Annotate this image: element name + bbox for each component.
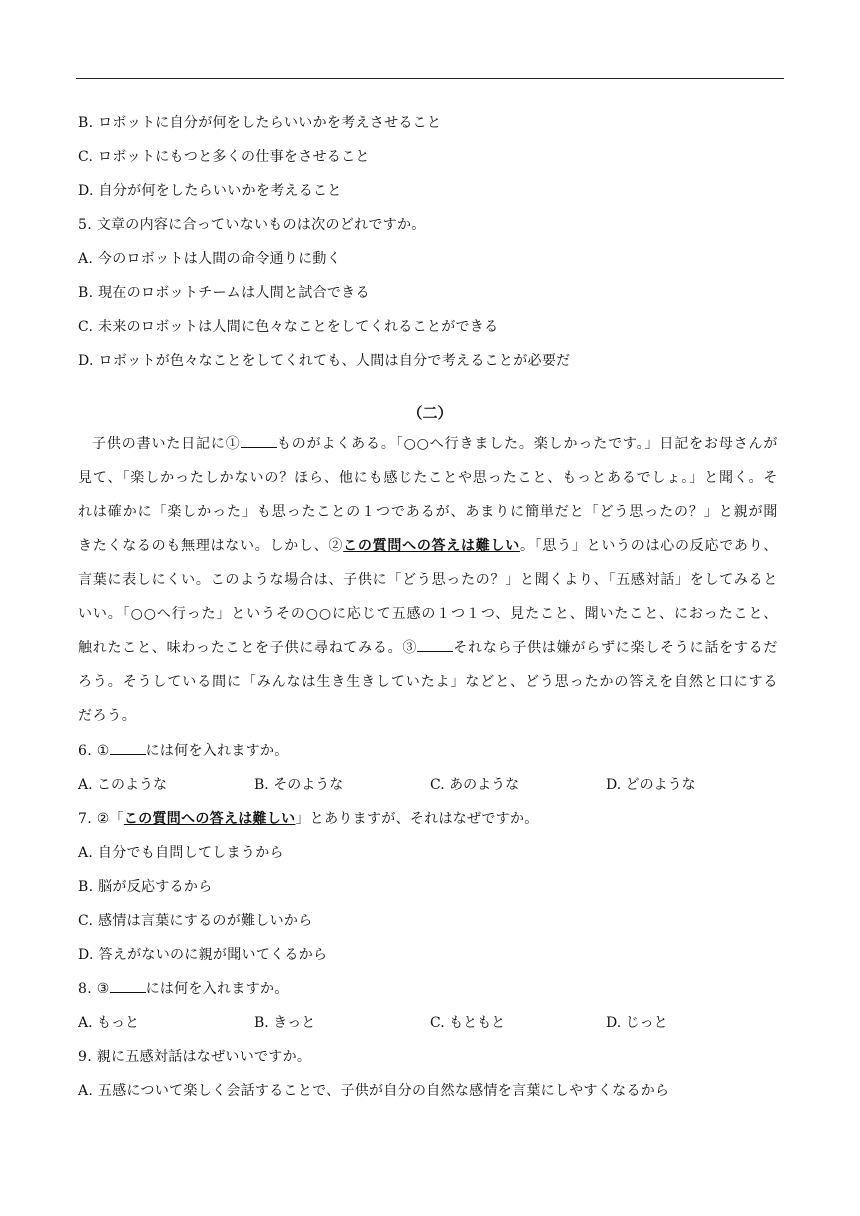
section-title: （二）: [407, 404, 453, 422]
blank-3: [417, 639, 453, 652]
q5-option-a: A. 今のロボットは人間の命令通りに動く: [78, 251, 342, 267]
q6-option-c: C. あのような: [430, 777, 520, 793]
q9-option-a: A. 五感について楽しく会話することで、子供が自分の自然な感情を言葉にしやすくなるから: [78, 1083, 670, 1099]
passage-part-4: それなら子供は嫌がらずに楽しそうに話をするだろう。そうしている間に「みんなは生き生きしていたよ」などと、どう思ったかの答えを自然と口にするだろう。: [78, 640, 778, 724]
q6-question: [78, 740, 289, 760]
q5-option-b: B. 現在のロボットチームは人間と試合できる: [78, 285, 370, 301]
q6-suffix: には何を入れますか。: [145, 743, 289, 759]
q7-question: [78, 808, 539, 828]
q7-option-b: B. 脳が反応するから: [78, 879, 213, 895]
q6-option-b: B. そのような: [254, 777, 344, 793]
q6-option-a: A. このような: [78, 777, 168, 793]
underlined-phrase: この質問への答えは難しい: [343, 538, 520, 554]
q5-option-c: C. 未来のロボットは人間に色々なことをしてくれることができる: [78, 319, 499, 335]
q8-suffix: には何を入れますか。: [145, 981, 289, 997]
q5-question: 5. 文章の内容に合っていないものは次のどれですか。: [78, 217, 426, 233]
q8-option-a: A. もっと: [78, 1015, 140, 1031]
q6-option-d: D. どのような: [606, 777, 696, 793]
passage-part-3: 。「思う」というのは心の反応であり、言葉に表しにくい。このような場合は、子供に「どう思ったの？」と聞くより、「五感対話」をしてみるといい。「○○へ行った」というその○○に応じて五感の１つ１つ、見たこと、聞いたこと、におったこと、触れたこと、味わったことを子供に尋ねてみる。③: [78, 538, 778, 656]
q8-option-c: C. もともと: [430, 1015, 506, 1031]
q7-option-c: C. 感情は言葉にするのが難しいから: [78, 913, 313, 929]
blank-1: [241, 435, 277, 448]
q7-option-a: A. 自分でも自問してしまうから: [78, 845, 284, 861]
q8-prefix: 8. ③: [78, 981, 110, 997]
q8-question: [78, 978, 289, 998]
q8-blank: [110, 980, 146, 993]
q5-option-d: D. ロボットが色々なことをしてくれても、人間は自分で考えることが必要だ: [78, 353, 571, 369]
q8-option-d: D. じっと: [606, 1015, 668, 1031]
q8-option-b: B. きっと: [254, 1015, 316, 1031]
q6-blank: [110, 742, 146, 755]
header-rule: [76, 78, 784, 79]
q9-question: 9. 親に五感対話はなぜいいですか。: [78, 1049, 312, 1065]
q6-prefix: 6. ①: [78, 743, 110, 759]
q4-option-c: C. ロボットにもつと多くの仕事をさせること: [78, 149, 370, 165]
q4-option-d: D. 自分が何をしたらいいかを考えること: [78, 183, 342, 199]
q7-option-d: D. 答えがないのに親が聞いてくるから: [78, 947, 328, 963]
q7-prefix: 7. ②「: [78, 811, 124, 827]
passage-part-1: 子供の書いた日記に①: [92, 436, 241, 452]
q7-suffix: 」とありますが、それはなぜですか。: [295, 811, 539, 827]
q4-option-b: B. ロボットに自分が何をしたらいいかを考えさせること: [78, 115, 442, 131]
q7-underlined-phrase: この質問への答えは難しい: [123, 811, 296, 827]
passage-part-2: ものがよくある。「○○へ行きました。楽しかったです。」日記をお母さんが見て、「楽しかったしかないの？ほら、他にも感じたことや思ったこと、もっとあるでしょ。」と聞く。それは確かに「楽しかった」も思ったことの１つであるが、あまりに簡単だと「どう思ったの？」と親が聞きたくなるのも無理はない。しかし、②: [78, 436, 779, 554]
reading-passage: [78, 427, 778, 733]
